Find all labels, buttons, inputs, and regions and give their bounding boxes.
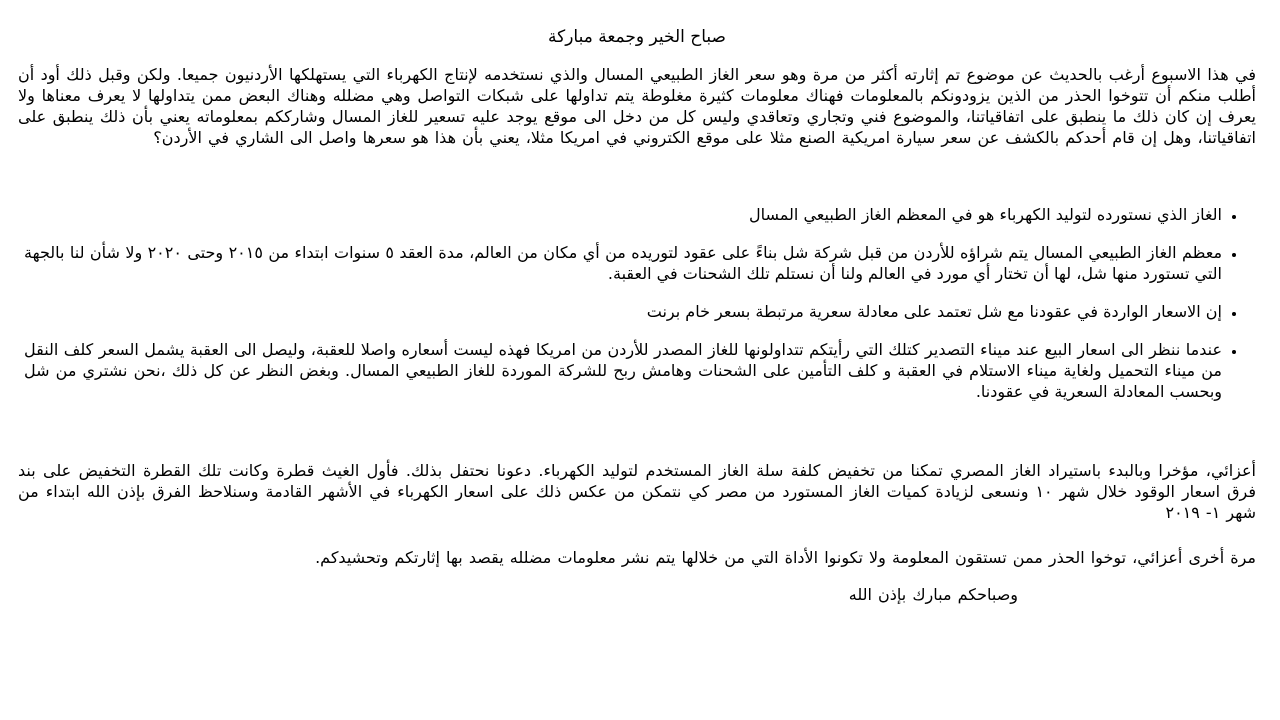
bullet-item-export-port-prices: • عندما ننظر الى اسعار البيع عند ميناء التصدير كتلك التي رأيتكم تتداولونها للغاز المصدر للأردن من امريكا فهذه ليست أسعاره واصلا للعقبة، وليصل الى العقبة يشمل السعر كلف النقل من ميناء التحميل ولغاية ميناء الاستلام في العقبة و كلف التأمين على الشحنات وهامش ربح للشركة الموردة للغاز الطبيعي المسال. وبغض النظر عن كل ذلك ،نحن نشتري من شل وبحسب المعادلة السعرية في عقودنا. <box>18 339 1222 402</box>
bullet-list <box>18 204 1256 402</box>
egypt-gas-update-paragraph: أعزائي، مؤخرا وبالبدء باستيراد الغاز المصري تمكنا من تخفيض كلفة سلة الغاز المستخدم لتوليد الكهرباء. دعونا نحتفل بذلك. فأول الغيث قطرة وكانت تلك القطرة التخفيض على بند فرق اسعار الوقود خلال شهر ١٠ ونسعى لزيادة كميات الغاز المستورد من مصر كي نتمكن من عكس ذلك على اسعار الكهرباء في الأشهر القادمة وسنلاحظ الفرق بإذن الله ابتداء من شهر ١- ٢٠١٩ <box>18 461 1257 522</box>
closing-greeting: وصباحكم مبارك بإذن الله <box>848 585 1018 604</box>
bullet-item-shell-contract: • معظم الغاز الطبيعي المسال يتم شراؤه للأردن من قبل شركة شل بناءً على عقود لتوريده من أي مكان من العالم، مدة العقد ٥ سنوات ابتداء من ٢٠١٥ وحتى ٢٠٢٠ ولا شأن لنا بالجهة التي تستورد منها شل، لها أن تختار أي مورد في العالم ولنا أن نستلم تلك الشحنات في العقبة. <box>18 242 1222 284</box>
bullet-item-gas-type: • الغاز الذي نستورده لتوليد الكهرباء هو في المعظم الغاز الطبيعي المسال <box>18 204 1222 225</box>
bullet-item-brent-pricing: • إن الاسعار الواردة في عقودنا مع شل تعتمد على معادلة سعرية مرتبطة بسعر خام برنت <box>18 301 1222 322</box>
intro-paragraph: في هذا الاسبوع أرغب بالحديث عن موضوع تم إثارته أكثر من مرة وهو سعر الغاز الطبيعي المسال والذي نستخدمه لإنتاج الكهرباء التي يستهلكها الأردنيون جميعا. ولكن وقبل ذلك أود أن أطلب منكم أن تتوخوا الحذر من الذين يزودونكم بالمعلومات فهناك معلومات كثيرة مغلوطة يتم تداولها على شبكات التواصل وهي مضلله وهناك البعض ممن يتداولها لا يعرف معناها ولا يعرف إن كان ذلك ما ينطبق على اتفاقياتنا، والموضوع فني وتجاري وتعاقدي وليس كل من دخل الى موقع يوجد عليه تسعير للغاز المسال وشارككم بمعلوماته يعني بأن ذلك ينطبق على اتفاقياتنا، وهل إن قام أحدكم بالكشف عن سعر سيارة امريكية الصنع مثلا على موقع الكتروني في امريكا مثلا، يعني بأن هذا هو سعرها واصل الى الشاري في الأردن؟ <box>18 65 1256 147</box>
caution-paragraph: مرة أخرى أعزائي، توخوا الحذر ممن تستقون المعلومة ولا تكونوا الأداة التي من خلالها يتم نشر معلومات مضلله يقصد بها إثارتكم وتحشيدكم. <box>315 548 1256 567</box>
document-title: صباح الخير وجمعة مباركة <box>547 27 726 47</box>
